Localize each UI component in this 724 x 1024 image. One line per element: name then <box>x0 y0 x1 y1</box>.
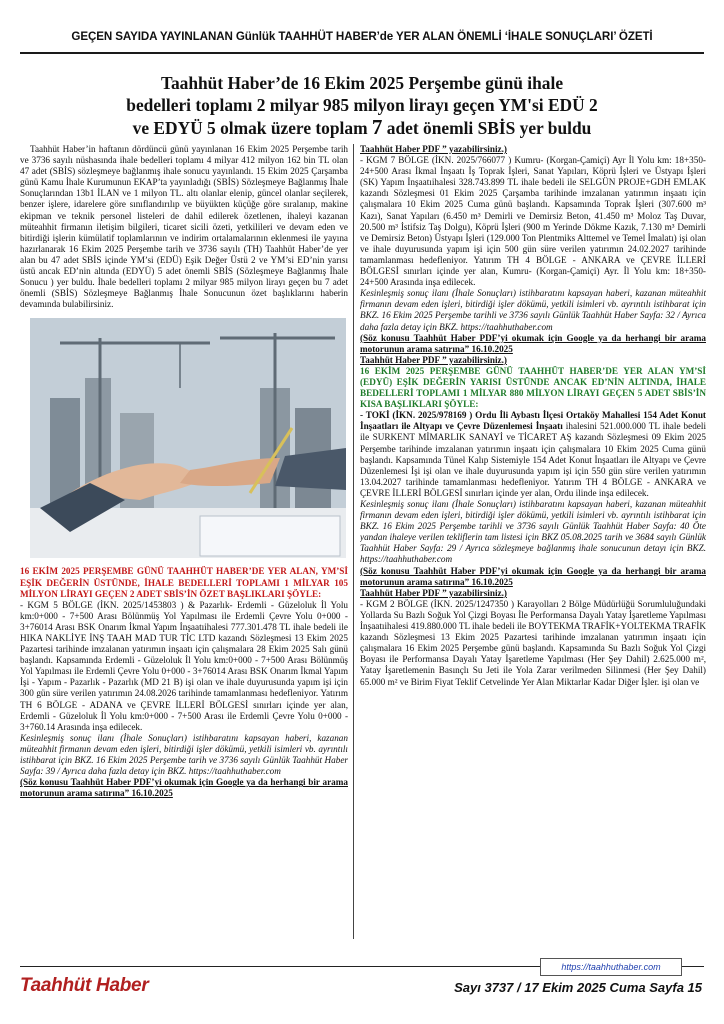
footer-issue-info: Sayı 3737 / 17 Ekim 2025 Cuma Sayfa 15 <box>454 980 702 995</box>
section2-title: 16 EKİM 2025 PERŞEMBE GÜNÜ TAAHHÜT HABER’DE YER ALAN YM’Sİ (EDYÜ) EŞİK DEĞERİN YARISI ÜSTÜNDE ANCAK ED’NİN ALTINDA, İHALE BEDELLERİ TOPLAMI 1 MİLYAR 880 MİLYON LİRAYI GEÇEN 5 ADET SBİS’İN KISA BAŞLIKLARI ŞÖYLE: <box>360 365 706 410</box>
link-3b: Taahhüt Haber PDF ” yazabilirsiniz.) <box>360 587 507 598</box>
footer-url-link[interactable]: https://taahhuthaber.com <box>540 958 682 976</box>
link-2a: (Söz konusu Taahhüt Haber PDF’yi okumak için Google ya da herhangi bir arama motorunun arama satırına” 16.10.2025 <box>360 332 706 354</box>
section2-item-1-head: - TOKİ (İKN. 2025/978169 ) Ordu İli Aybastı İlçesi Ortaköy Mahallesi 154 Adet Konut İnşaatları ile Altyapı ve Çevre Düzenlemesi İnşaatı <box>360 410 706 432</box>
headline-line-3c: adet önemli SBİS yer buldu <box>382 118 592 138</box>
link-3a: (Söz konusu Taahhüt Haber PDF’yi okumak için Google ya da herhangi bir arama motorunun arama satırına” 16.10.2025 <box>360 565 706 587</box>
section1-item-2: - KGM 7 BÖLGE (İKN. 2025/766077 ) Kumru- (Korgan-Çamiçi) Ayr İl Yolu km: 18+350-24+500 Arası İkmal İnşaatı İş Toprak İşleri, Sanat Yapıları, Köprü İşleri ve Üstyapı İşleri (SK) Yapım İnşaatıihalesi 328.743.899 TL ihale bedeli ile SELGÜN PROJE+GDH EMLAK kazandı Sözleşmesi 01 Ekim 2025 Çarşamba tarihinde imzalanan yatırımın inşaatı için çalışmalara 10 Ekim 2025 Cuma günü başlandı. Kapsamında Toprak İşleri (307.600 m³ Kazı), Sanat Yapıları (6.450 m³ Demirli ve Demirsiz Beton, 41.450 m³ Moloz Taş Duvar, 20.500 m³ İstifsiz Taş Dolgu), Köprü İşleri (900 m Yerinde Dökme Kazık, 7.130 m³ Demirli ve Demirsiz Beton) Üstyapı İşleri (129.000 Ton Plentmiks Alttemel ve Temel İmalatı) işi olan ve ihale duyurusunda yapım işi için 500 gün süre verilen yatırımın 24.02.2027 tarihinde tamamlanması hedefleniyor. Yatırım TH 4 BÖLGE - ANKARA ve ÇEVRE İLLERİ BÖLGESİ sınırları içinde yer alan, Kumru- (Korgan-Çamiçi) Ayr. İl Yolu km: 18+350-24+500 Arasında inşa edilecek. <box>360 155 706 288</box>
intro-paragraph: Taahhüt Haber’in haftanın dördüncü günü yayınlanan 16 Ekim 2025 Perşembe tarih ve 3736 sayılı nüshasında ihale bedelleri toplamı 4 milyar 412 milyon 162 bin TL olan 47 adet (SBİS) sözleşmeye bağlanmış ihale sonucu yayınlandı. 15 Ekim 2025 Çarşamba günü Kamu İhale Kurumunun EKAP’ta yayınladığı (SBİS) Sözleşmeye Bağlanmış İhale Sonuçlarından 13b1 İLAN ve 1 milyon TL. altı olanlar elenip, güncel olanlar seçilerek, benzer işlere, idarelere göre sınıflandırılıp ve büyükten küçüğe göre sıralanıp, makine ekipman ve teknik personel listeleri de dahil edilerek özetlenen, ihaleyi kazanan müteahhit firmanın iletişim bilgileri, ticaret sicili özeti, yetkilileri ve devam eden ve bitirdiği işlerin kümülatif toplamlarının ve indirim ortalamalarının eklenmesi ile yayına hazırlanarak 16 Ekim 2025 Perşembe tarih ve 3736 sayılı (TH) Taahhüt Haber’de yer alan bu 47 adet SBİS içinde YM’si (EDÜ) Eşik Değer Üstü 2 ve YM’si ED’nin yarısı üstü ancak ED’nin altında (EDYÜ) 5 adet önemli SBİS (Sözleşmeye Bağlanmış İhale Sonucu ) yer buldu. İhale bedelleri toplamı 2 milyar 985 milyon lirayı geçen bu 7 adet önemli (SBİS) Sözleşmeye Bağlanmış İhale Sonucunun özet başlıklarını haberin devamında bulabilirsiniz. <box>20 144 348 310</box>
section1-note-1: Kesinleşmiş sonuç ilanı (İhale Sonuçları) istihbaratını kapsayan haberi, kazanan müteahhit firmanın devam eden işleri, bitirdiği işler dökümü, yetkili isimleri vb. ayrıntılı istihbarat için BKZ. 16 Ekim 2025 Perşembe tarih ve 3736 sayılı Günlük Taahhüt Haber Sayfa: 39 / Ayrıca daha fazla detay için BKZ. https://taahhuthaber.com <box>20 732 348 777</box>
link-2b: Taahhüt Haber PDF ” yazabilirsiniz.) <box>360 354 507 365</box>
headline-line-2: bedelleri toplamı 2 milyar 985 milyon lirayı geçen YM'si EDÜ 2 <box>126 95 598 115</box>
section1-link-1: (Söz konusu Taahhüt Haber PDF’yi okumak için Google ya da herhangi bir arama motorunun arama satırına” 16.10.2025 <box>20 777 348 799</box>
headline-count: 7 <box>371 115 383 139</box>
section2-item-1-body: ihalesini 521.000.000 TL ihale bedeli ile SURKENT MİMARLIK SANAYİ ve TİCARET AŞ kazandı Sözleşmesi 09 Ekim 2025 Perşembe tarihinde imzalanan yatırımın inşaatı için çalışmalara 10 Ekim 2025 Cuma günü başlandı. Kapsamında Tünel Kalıp Sistemiyle 154 Adet Konut İnşaatları ile Altyapı ve Çevre Düzenlemesi İşi işi olan ve ihale duyurusunda yapım işi için 550 gün süre verilen yatırımın 13.04.2027 tarihinde tamamlanması hedefleniyor. Yatırım TH 4 BÖLGE - ANKARA ve ÇEVRE İLLERİ BÖLGESİ sınırları içinde yer alan, Ordu ilinde inşa edilecek. <box>360 421 706 498</box>
page-headline <box>40 72 684 139</box>
section1-link-2 <box>360 333 706 366</box>
section1-item-1: - KGM 5 BÖLGE (İKN. 2025/1453803 ) & Pazarlık- Erdemli - Güzeloluk İl Yolu km:0+000 - 7+500 Arası Bölünmüş Yol Yapılması ile Erdemli Çevre Yolu 0+000 - 3+76014 Arası BSK Onarım İkmal Yapım İnşaatıihalesi 777.301.478 TL ihale bedeli ile HIKA NAKLİYE İNŞ TAAH MAD TUR TİC LTD kazandı Sözleşmesi 13 Ekim 2025 Pazartesi tarihinde imzalanan yatırımın inşaatı için çalışmalara 28 Ekim 2025 Salı günü başlandı. Kapsamında Erdemli - Güzeloluk İl Yolu km:0+000 - 7+500 Arası Bölünmüş Yol Yapılması ile Erdemli Çevre Yolu 0+000 - 3+76014 Arası BSK Onarım İkmal Yapım İşi - Yapım - Pazarlık - Pazarlık (MD 21 B) işi olan ve ihale duyurusunda yapım işi için 300 gün süre verilen yatırımın 24.08.2026 tarihinde tamamlanması hedefleniyor. Yatırım TH 6 BÖLGE - ADANA ve ÇEVRE İLLERİ BÖLGESİ sınırları içinde yer alan, Erdemli - Güzeloluk İl Yolu km:0+000 - 7+500 Arası ile Erdemli Çevre Yolu 0+000 - 3+760.14 Arasında inşa edilecek. <box>20 599 348 732</box>
section2-note-1: Kesinleşmiş sonuç ilanı (İhale Sonuçları) istihbaratını kapsayan haberi, kazanan müteahhit firmanın devam eden işleri, bitirdiği işler dökümü, yetkili isimleri vb. ayrıntılı istihbarat için BKZ. 16 Ekim 2025 Perşembe tarihli ve 3736 sayılı Günlük Taahhüt Haber Sayfa: 40 Öte yandan ihaleye verilen tekliflerin tam listesi için BKZ 05.08.2025 tarih ve 3684 sayılı Günlük Taahhüt Haber Sayfa: 29 / Ayrıca sözleşmeye bağlanmış ihale sonucunun detayı için BKZ. https://taahhuthaber.com <box>360 499 706 565</box>
right-column <box>360 144 706 944</box>
section2-link-1 <box>360 566 706 599</box>
handshake-photo <box>30 318 346 558</box>
section2-item-1 <box>360 410 706 499</box>
handshake-illustration <box>30 318 346 558</box>
footer-brand-logo: Taahhüt Haber <box>20 975 149 996</box>
section1-note-2: Kesinleşmiş sonuç ilanı (İhale Sonuçları) istihbaratını kapsayan haberi, kazanan müteahhit firmanın devam eden işleri, bitirdiği işler dökümü, yetkili isimleri vb. ayrıntılı istihbarat için BKZ. 16 Ekim 2025 Perşembe tarihli ve 3736 sayılı Günlük Taahhüt Haber Sayfa: 32 / Ayrıca daha fazla detay için BKZ. https://taahhuthaber.com <box>360 288 706 332</box>
header-band: GEÇEN SAYIDA YAYINLANAN Günlük TAAHHÜT HABER’de YER ALAN ÖNEMLİ ‘İHALE SONUÇLARI’ ÖZETİ <box>71 30 653 43</box>
header-divider <box>20 52 704 54</box>
section1-title: 16 EKİM 2025 PERŞEMBE GÜNÜ TAAHHÜT HABER’DE YER ALAN, YM’Sİ EŞİK DEĞERİN ÜSTÜNDE, İHALE BEDELLERİ TOPLAMI 1 MİLYAR 105 MİLYON LİRAYI GEÇEN 2 ADET SBİS’İN ÖZET BAŞLIKLARI ŞÖYLE: <box>20 566 348 599</box>
headline-line-1: Taahhüt Haber’de 16 Ekim 2025 Perşembe günü ihale <box>160 73 564 93</box>
section2-item-2: - KGM 2 BÖLGE (İKN. 2025/1247350 ) Karayolları 2 Bölge Müdürlüğü Sorumluluğundaki Yollarda Su Bazlı Soğuk Yol Çizgi Boyası İle Performansa Dayalı Yatay İşaretleme Yapılması İnşaatıihalesi 419.880.000 TL ihale bedeli ile BOYTEKMA TRAFİK+YOLTEKMA TRAFİK kazandı Sözleşmesi 13 Ekim 2025 Pazartesi tarihinde imzalanan yatırımın inşaatı için çalışmalara 16 Ekim 2025 Perşembe günü başlandı. Kapsamında Su Bazlı Soğuk Yol Çizgi Boyası ile Performansa Dayalı Yatay İşaretleme Yapılması (Her Şey Dahil) 2.625.000 m², Yatay İşaretlemenin Basınçlı Su Jeti ile Yola Zarar verilmeden Silinmesi (Her Şey Dahil) 65.000 m² ve Birim Fiyat Teklif Cetvelinde Yer Alan Miktarlar Kadar Diğer İşler. işi olan ve <box>360 598 706 687</box>
headline-line-3a: ve EDYÜ 5 olmak üzere toplam <box>132 118 372 138</box>
left-column <box>20 144 348 944</box>
continued-link: Taahhüt Haber PDF ” yazabilirsiniz.) <box>360 144 507 154</box>
column-divider <box>353 144 354 939</box>
